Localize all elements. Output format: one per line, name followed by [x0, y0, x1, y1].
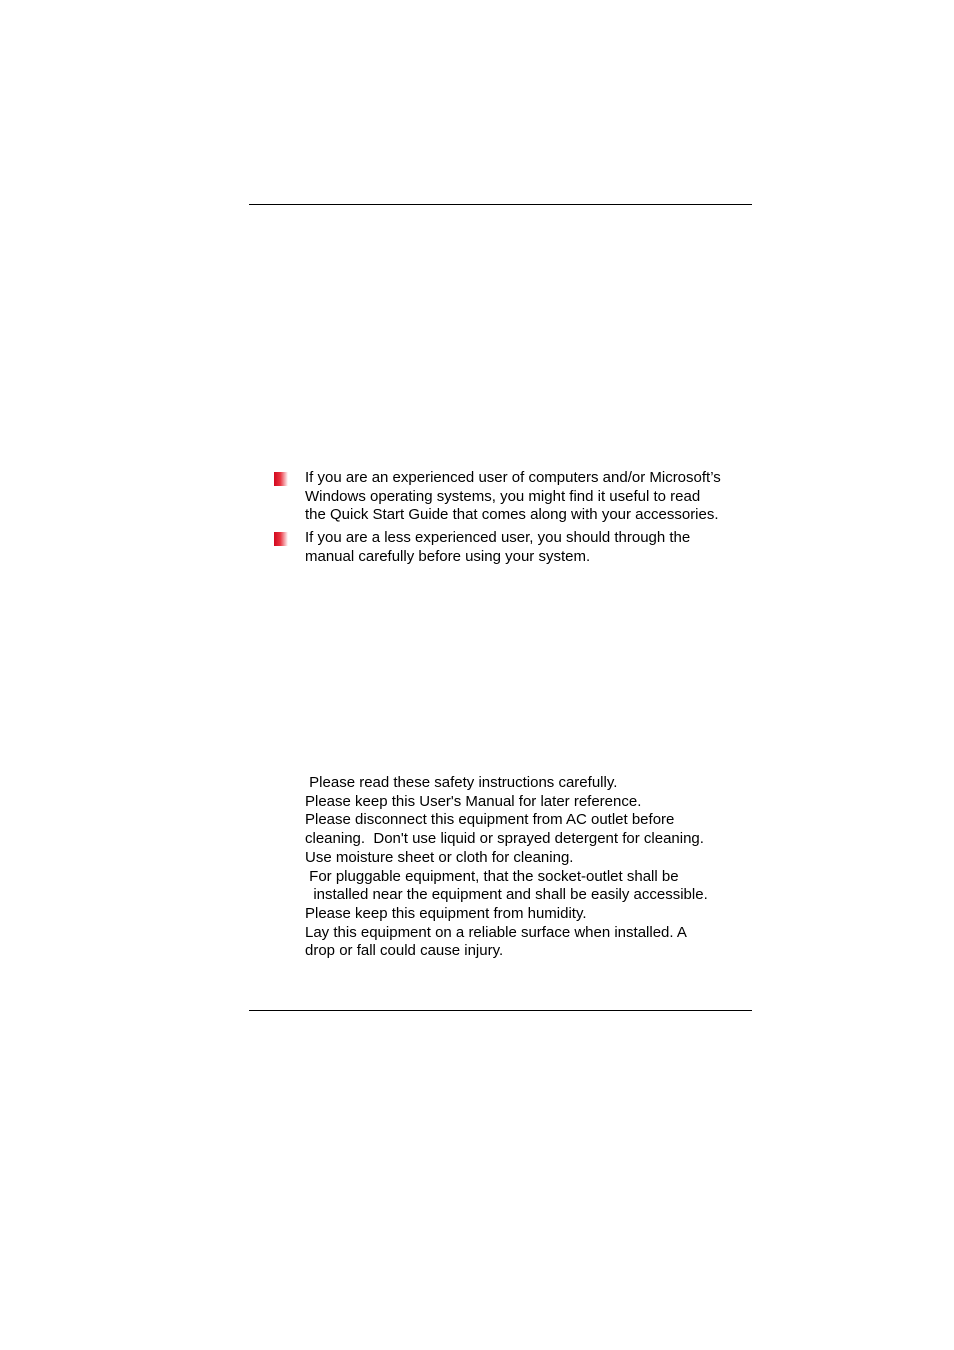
bullet-square-icon [274, 532, 288, 546]
safety-line: For pluggable equipment, that the socket-outlet shall be [305, 867, 679, 885]
safety-line: Please keep this User's Manual for later reference. [305, 792, 642, 810]
safety-line: Please read these safety instructions carefully. [305, 774, 618, 791]
usage-tips-list [274, 469, 764, 571]
tip-text-line: If you are a less experienced user, you should through the [305, 529, 691, 547]
tip-text-line: the Quick Start Guide that comes along with your accessories. [305, 506, 719, 524]
safety-line: Lay this equipment on a reliable surface when installed. A [305, 923, 687, 941]
tip-text-line: If you are an experienced user of computers and/or Microsoft’s [305, 469, 721, 486]
top-divider [249, 204, 752, 205]
safety-line: Please disconnect this equipment from AC outlet before [305, 811, 675, 829]
safety-line: Please keep this equipment from humidity. [305, 904, 587, 922]
tip-text-line: Windows operating systems, you might find it useful to read [305, 487, 701, 505]
safety-line: drop or fall could cause injury. [305, 942, 504, 960]
list-item [274, 529, 764, 566]
tip-text-line: manual carefully before using your system. [305, 547, 591, 565]
bullet-square-icon [274, 472, 288, 486]
list-item [274, 469, 764, 525]
bottom-divider [249, 1010, 752, 1011]
safety-instructions [305, 774, 765, 961]
safety-line: installed near the equipment and shall be easily accessible. [305, 886, 708, 904]
safety-line: Use moisture sheet or cloth for cleaning. [305, 848, 574, 866]
safety-line: cleaning. Don't use liquid or sprayed detergent for cleaning. [305, 830, 704, 848]
